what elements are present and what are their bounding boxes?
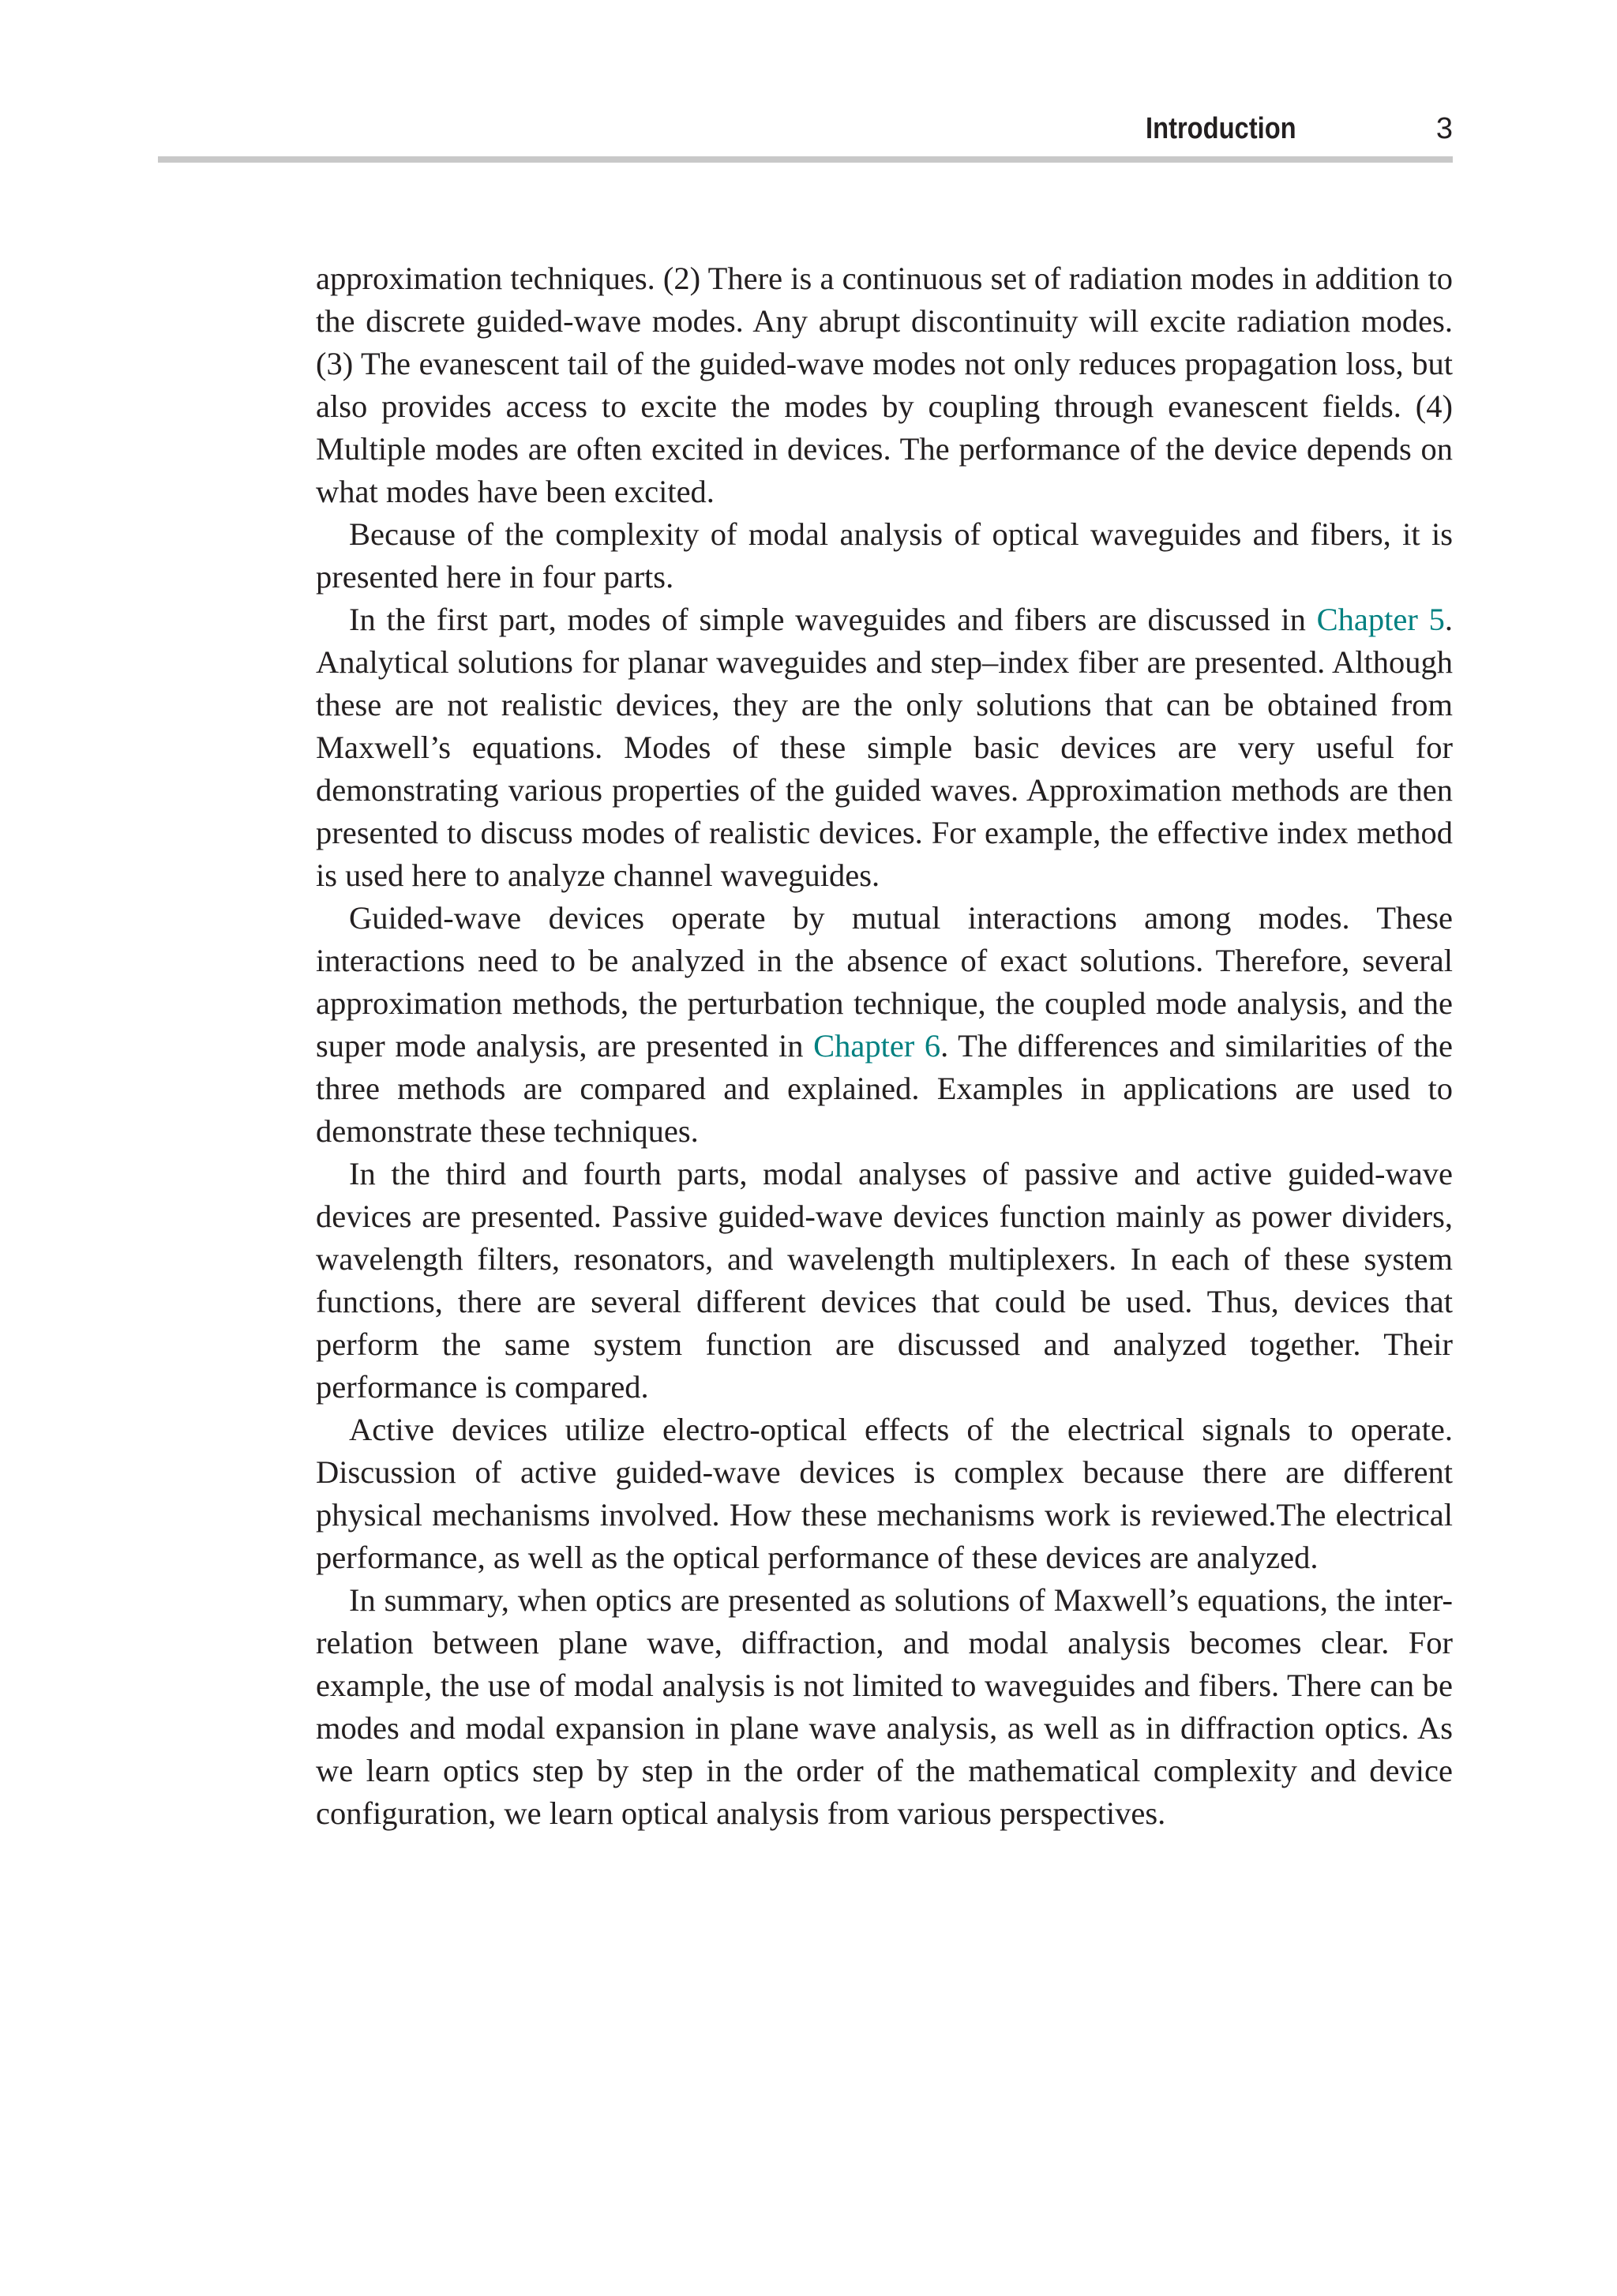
paragraph-text: approximation techniques. (2) There is a continuous set of radiation modes in addition to the discrete guided-wave modes. Any abrupt discontinuity will excite radiation modes. (3) The evanescent tail of the guided-wave modes not only reduces propagation loss, but also provides access to excite the modes by coupling through evanescent fields. (4) Multiple modes are often excited in devices. The performance of the device depends on what modes have been excited. <box>316 261 1453 509</box>
paragraph-text: In the first part, modes of simple waveguides and fibers are discussed in <box>349 602 1317 637</box>
paragraph-active-devices <box>316 1409 1453 1579</box>
paragraph-text: . The differences and similarities of the three methods are compared and explained. Examples in applications are used to demonstrate these techniques. <box>316 1028 1453 1149</box>
header-rule <box>158 156 1453 163</box>
paragraph-summary <box>316 1579 1453 1835</box>
page-number: 3 <box>1435 112 1453 145</box>
paragraph-text: In the third and fourth parts, modal analyses of passive and active guided-wave devices are presented. Passive guided-wave devices function mainly as power dividers, wavelength filters, resonators, and wavelength multiplexers. In each of these system functions, there are several different devices that could be used. Thus, devices that perform the same system function are discussed and analyzed together. Their performance is compared. <box>316 1156 1453 1405</box>
chapter-6-link[interactable]: Chapter 6 <box>813 1028 941 1064</box>
paragraph-text: Active devices utilize electro-optical effects of the electrical signals to operate. Discussion of active guided-wave devices is complex because there are different physical mechanisms involved. How these mechanisms work is reviewed.The electrical performance, as well as the optical performance of these devices are analyzed. <box>316 1412 1453 1575</box>
running-head-title: Introduction <box>1146 112 1296 145</box>
paragraph-text: . Analytical solutions for planar waveguides and step–index fiber are presented. Although these are not realistic devices, they are the only solutions that can be obtained from Maxwell’s equations. Modes of these simple basic devices are very useful for demonstrating various properties of the guided waves. Approximation methods are then presented to discuss modes of realistic devices. For example, the effective index method is used here to analyze channel waveguides. <box>316 602 1453 893</box>
paragraph-text: Guided-wave devices operate by mutual interactions among modes. These interactions need to be analyzed in the absence of exact solutions. Therefore, several approximation methods, the perturbation technique, the coupled mode analysis, and the super mode analysis, are presented in <box>316 900 1453 1064</box>
chapter-5-link[interactable]: Chapter 5 <box>1316 602 1445 637</box>
paragraph-text: In summary, when optics are presented as solutions of Maxwell’s equations, the inter-relation between plane wave, diffraction, and modal analysis becomes clear. For example, the use of modal analysis is not limited to waveguides and fibers. There can be modes and modal expansion in plane wave analysis, as well as in diffraction optics. As we learn optics step by step in the order of the mathematical complexity and device configuration, we learn optical analysis from various perspectives. <box>316 1582 1453 1831</box>
running-head <box>158 109 1453 148</box>
paragraph-first-part <box>316 598 1453 897</box>
paragraph-four-parts <box>316 513 1453 598</box>
body-text <box>316 257 1453 1835</box>
paragraph-continued <box>316 257 1453 513</box>
paragraph-text: Because of the complexity of modal analysis of optical waveguides and fibers, it is presented here in four parts. <box>316 516 1453 595</box>
paragraph-second-part <box>316 897 1453 1153</box>
paragraph-third-fourth-parts <box>316 1153 1453 1409</box>
